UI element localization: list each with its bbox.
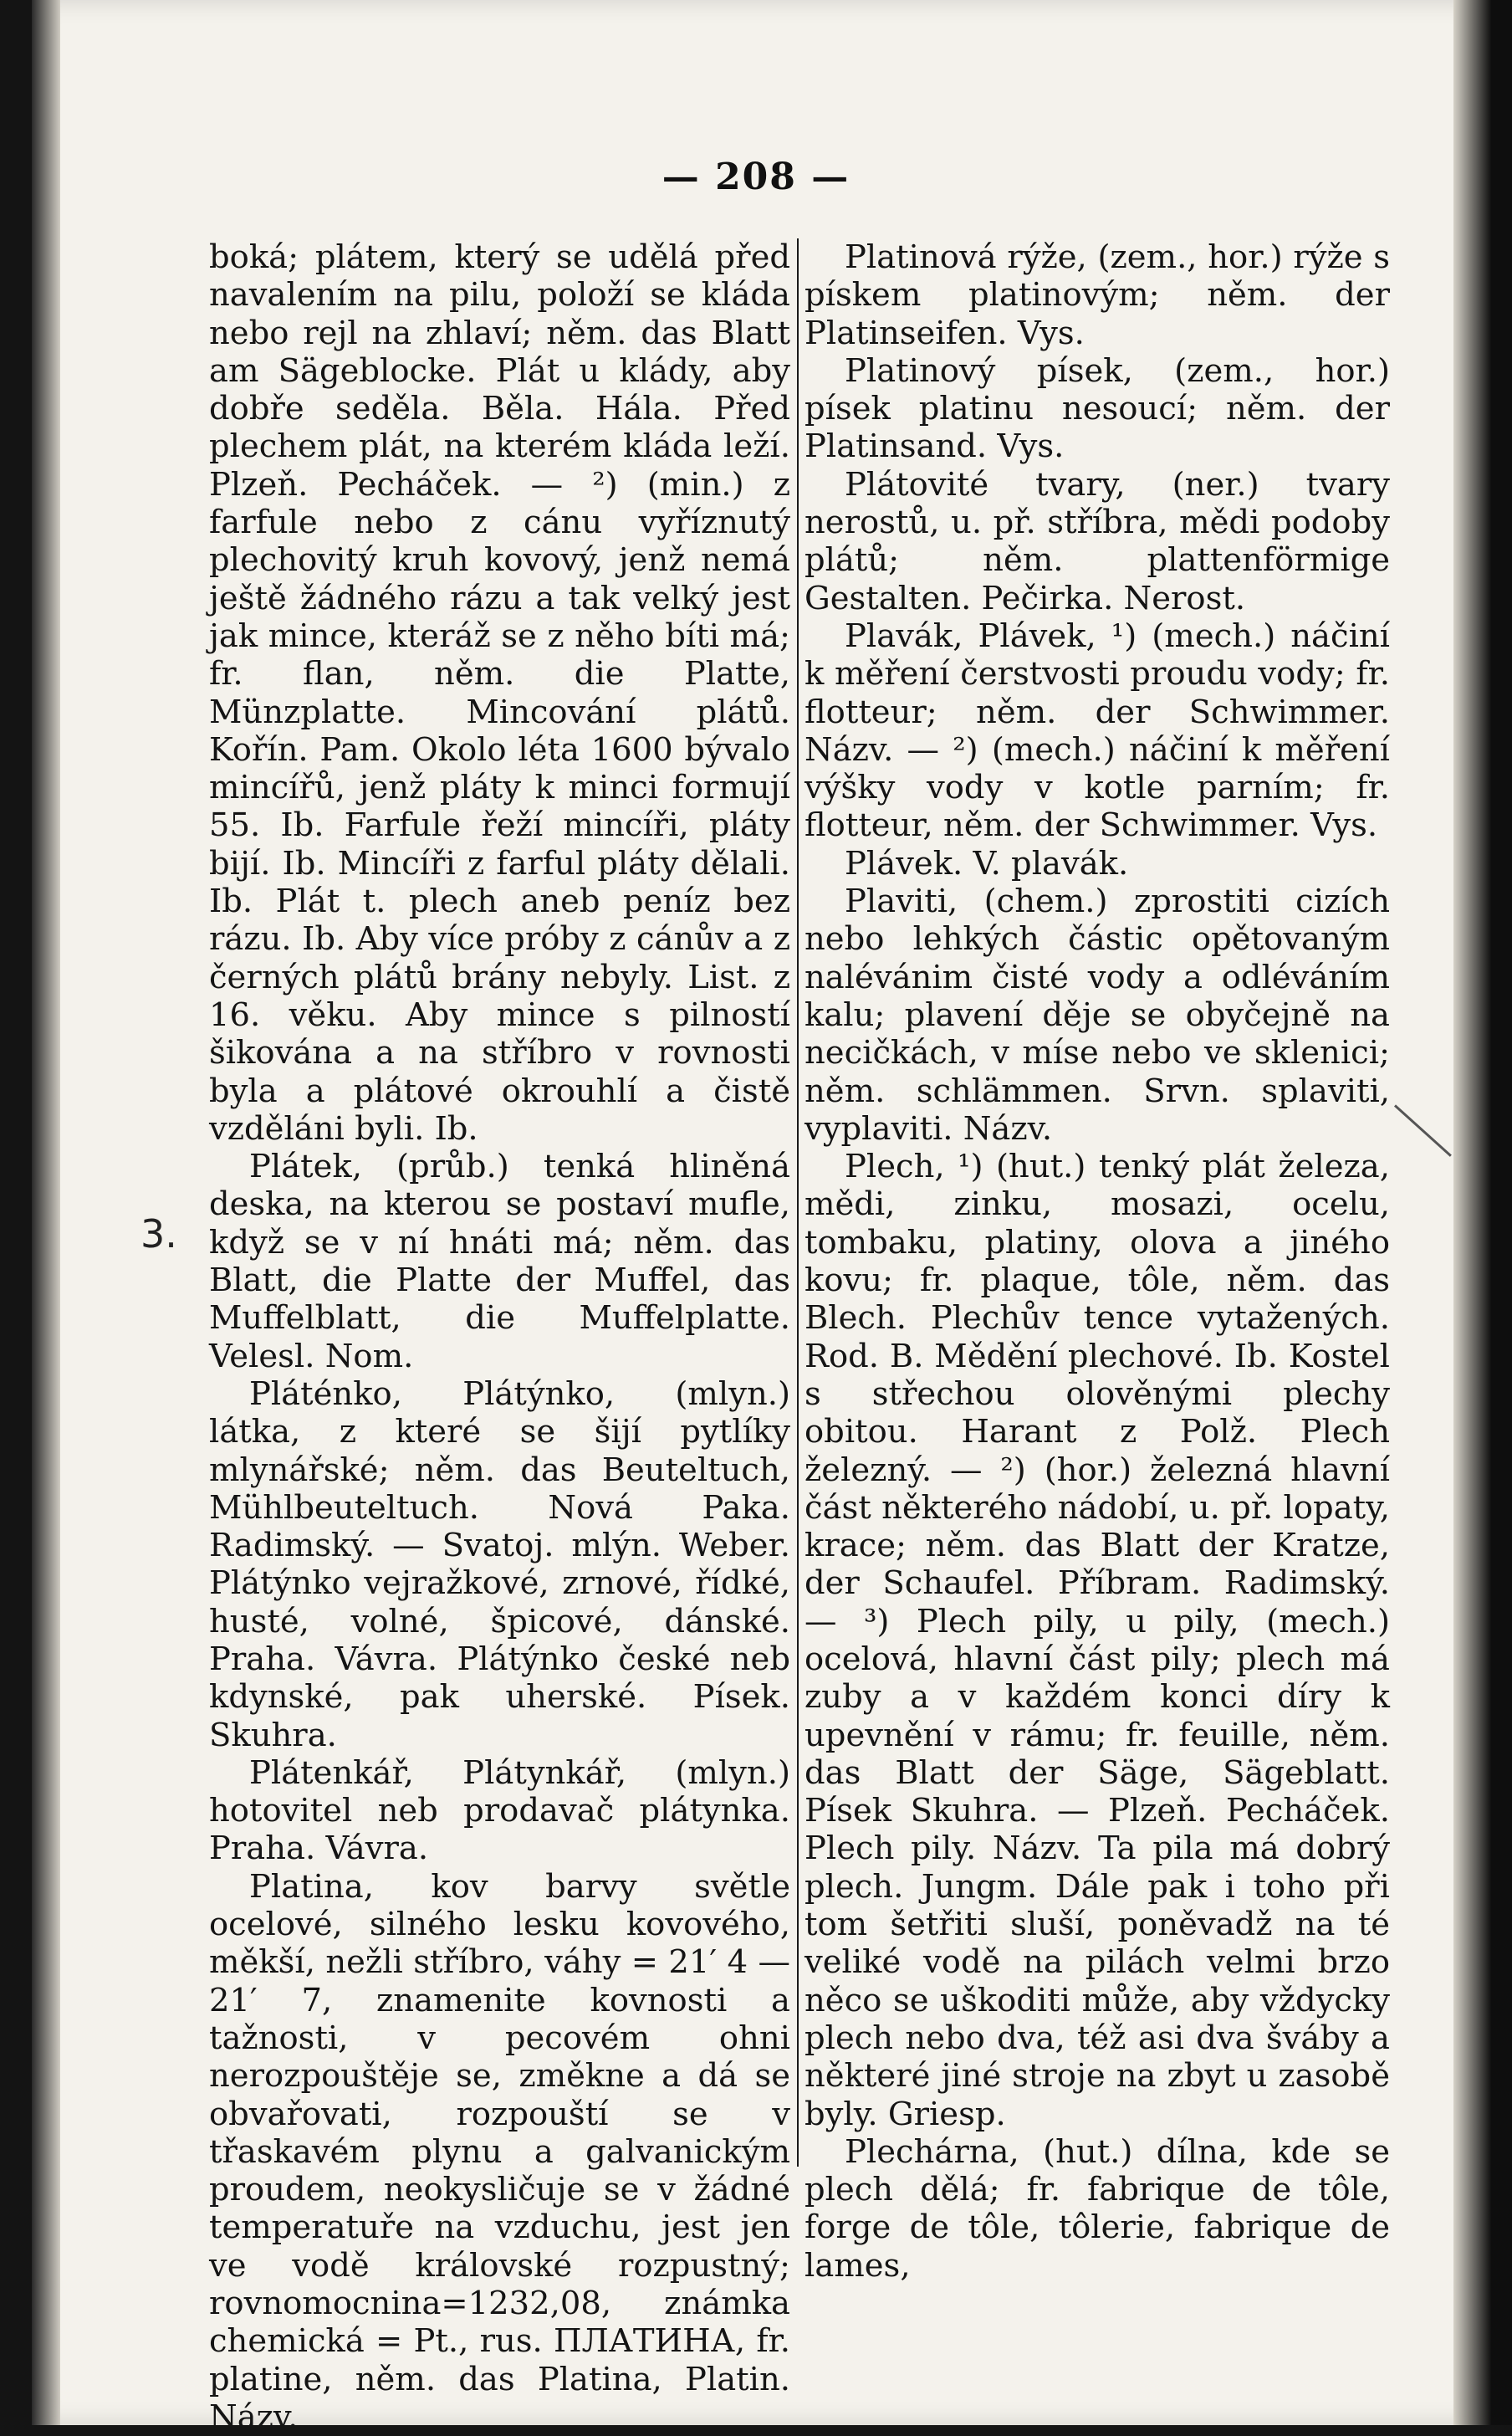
entry-plaviti: Plaviti, (chem.) zprostiti cizích nebo lehkých částic opětovaným nalévánim čisté vody a odléváním kalu; plavení děje se obyčejně na necičkách, v míse nebo ve sklenici; něm. schlämmen. Srvn. splaviti, vyplaviti. Názv. <box>805 883 1390 1148</box>
page-edge-shadow <box>1453 0 1512 2425</box>
entry-plavak: Plavák, Plávek, ¹) (mech.) náčiní k měření čerstvosti proudu vody; fr. flotteur; něm. der Schwimmer. Názv. — ²) (mech.) náčiní k měření výšky vody v kotle parním; fr. flotteur, něm. der Schwimmer. Vys. <box>805 617 1390 845</box>
right-column <box>805 238 1390 2285</box>
page-number: — 208 — <box>662 156 850 198</box>
entry-platek: Plátek, (průb.) tenká hliněná deska, na kterou se postaví mufle, když se v ní hnáti má; něm. das Blatt, die Platte der Muffel, das Muffelblatt, die Muffelplatte. Velesl. Nom. <box>209 1148 790 1375</box>
column-divider <box>797 238 799 2167</box>
entry-platenko: Pláténko, Plátýnko, (mlyn.) látka, z které se šijí pytlíky mlynářské; něm. das Beuteltuch, Mühlbeuteltuch. Nová Paka. Radimský. — Svatoj. mlýn. Weber. Plátýnko vejražkové, zrnové, řídké, husté, volné, špicové, dánské. Praha. Vávra. Plátýnko české neb kdynské, pak uherské. Písek. Skuhra. <box>209 1374 790 1754</box>
entry-platinova-ryze: Platinová rýže, (zem., hor.) rýže s pískem platinovým; něm. der Platinseifen. Vys. <box>805 238 1390 352</box>
page-gutter-shadow <box>32 0 60 2425</box>
entry-platinovy-pisek: Platinový písek, (zem., hor.) písek platinu nesoucí; něm. der Platinsand. Vys. <box>805 351 1390 466</box>
entry-plecharna: Plechárna, (hut.) dílna, kde se plech dělá; fr. fabrique de tôle, forge de tôle, tôlerie, fabrique de lames, <box>805 2132 1390 2285</box>
handwritten-margin-note: 3. <box>140 1211 177 1256</box>
entry-platina: Platina, kov barvy světle ocelové, silného lesku kovového, měkší, nežli stříbro, váhy = 21′ 4 — 21′ 7, znamenite kovnosti a tažnosti, v pecovém ohni nerozpouštěje se, změkne a dá se obvařovati, rozpouští se v třaskavém plynu a galvanickým proudem, neokysličuje se v žádné temperatuře na vzduchu, jest jen ve vodě královské rozpustný; rovnomocnina=1232,08, známka chemická = Pt., rus. ПЛАТИНА, fr. platine, něm. das Platina, Platin. Názv. <box>209 1867 790 2436</box>
left-column <box>209 238 790 2436</box>
entry-platovite-tvary: Plátovité tvary, (ner.) tvary nerostů, u. př. stříbra, mědi podoby plátů; něm. plattenförmige Gestalten. Pečirka. Nerost. <box>805 465 1390 617</box>
entry-plech: Plech, ¹) (hut.) tenký plát železa, mědi, zinku, mosazi, ocelu, tombaku, platiny, olova a jiného kovu; fr. plaque, tôle, něm. das Blech. Plechův tence vytažených. Rod. B. Mědění plechové. Ib. Kostel s střechou olověnými plechy obitou. Harant z Polž. Plech železný. — ²) (hor.) železná hlavní část některého nádobí, u. př. lopaty, krace; něm. das Blatt der Kratze, der Schaufel. Příbram. Radimský. — ³) Plech pily, u pily, (mech.) ocelová, hlavní část pily; plech má zuby a v každém konci díry k upevnění v rámu; fr. feuille, něm. das Blatt der Säge, Sägeblatt. Písek Skuhra. — Plzeň. Pecháček. Plech pily. Názv. Ta pila má dobrý plech. Jungm. Dále pak i toho při tom šetřiti sluší, poněvadž na té veliké vodě na pilách velmi brzo něco se uškoditi může, aby vždycky plech nebo dva, též asi dva šváby a některé jiné stroje na zbyt u zasobě byly. Griesp. <box>805 1148 1390 2133</box>
entry-plavek: Plávek. V. plavák. <box>845 844 1129 883</box>
entry-platenkar: Plátenkář, Plátynkář, (mlyn.) hotovitel neb prodavač plátynka. Praha. Vávra. <box>209 1753 790 1868</box>
entry-plat-continued: boká; plátem, který se udělá před navalením na pilu, položí se kláda nebo rejl na zhlaví; něm. das Blatt am Sägeblocke. Plát u klády, aby dobře seděla. Běla. Hála. Před plechem plát, na kterém kláda leží. Plzeň. Pecháček. — ²) (min.) z farfule nebo z cánu vyříznutý plechovitý kruh kovový, jenž nemá ještě žádného rázu a tak velký jest jak mince, kteráž se z něho bíti má; fr. flan, něm. die Platte, Münzplatte. Mincování plátů. Kořín. Pam. Okolo léta 1600 bývalo mincířů, jenž pláty k minci formují 55. Ib. Farfule řeží mincíři, pláty bijí. Ib. Mincíři z farful pláty dělali. Ib. Plát t. plech aneb peníz bez rázu. Ib. Aby více próby z cánův a z černých plátů brány nebyly. List. z 16. věku. Aby mince s pilností šikována a na stříbro v rovnosti byla a plátové okrouhlí a čistě vzděláni byli. Ib. <box>209 238 790 1148</box>
